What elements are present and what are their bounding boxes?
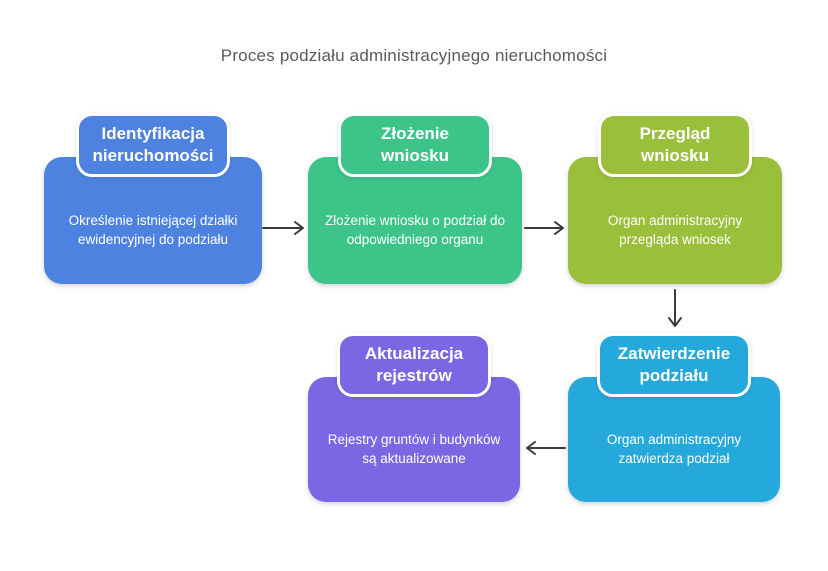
- node-title: Identyfikacja nieruchomości: [92, 124, 214, 165]
- node-header: [338, 113, 492, 177]
- node-zlozenie-wniosku: [308, 124, 522, 284]
- arrow-left-icon: [523, 439, 567, 457]
- node-description: Organ administracyjny zatwierdza podział: [606, 431, 742, 466]
- node-identyfikacja-nieruchomosci: [44, 124, 262, 284]
- node-header: [598, 113, 752, 177]
- node-description: Organ administracyjny przegląda wniosek: [607, 212, 743, 247]
- node-description: Określenie istniejącej działki ewidencyjnej do podziału: [68, 212, 238, 247]
- arrow-right-icon: [523, 219, 567, 237]
- node-title: Zatwierdzenie podziału: [617, 344, 731, 385]
- node-header: [337, 333, 491, 397]
- node-aktualizacja-rejestrow: [308, 344, 520, 502]
- arrow-down-icon: [666, 288, 684, 330]
- node-header: [76, 113, 230, 177]
- node-title: Aktualizacja rejestrów: [364, 344, 464, 385]
- node-zatwierdzenie-podzialu: [568, 344, 780, 502]
- node-header: [597, 333, 751, 397]
- node-description: Rejestry gruntów i budynków są aktualizowane: [327, 431, 501, 466]
- node-przeglad-wniosku: [568, 124, 782, 284]
- node-title: Złożenie wniosku: [380, 124, 449, 165]
- node-title: Przegląd wniosku: [639, 124, 711, 165]
- arrow-right-icon: [261, 219, 307, 237]
- diagram-title: Proces podziału administracyjnego nieruchomości: [220, 46, 608, 65]
- node-description: Złożenie wniosku o podział do odpowiedniego organu: [324, 212, 506, 247]
